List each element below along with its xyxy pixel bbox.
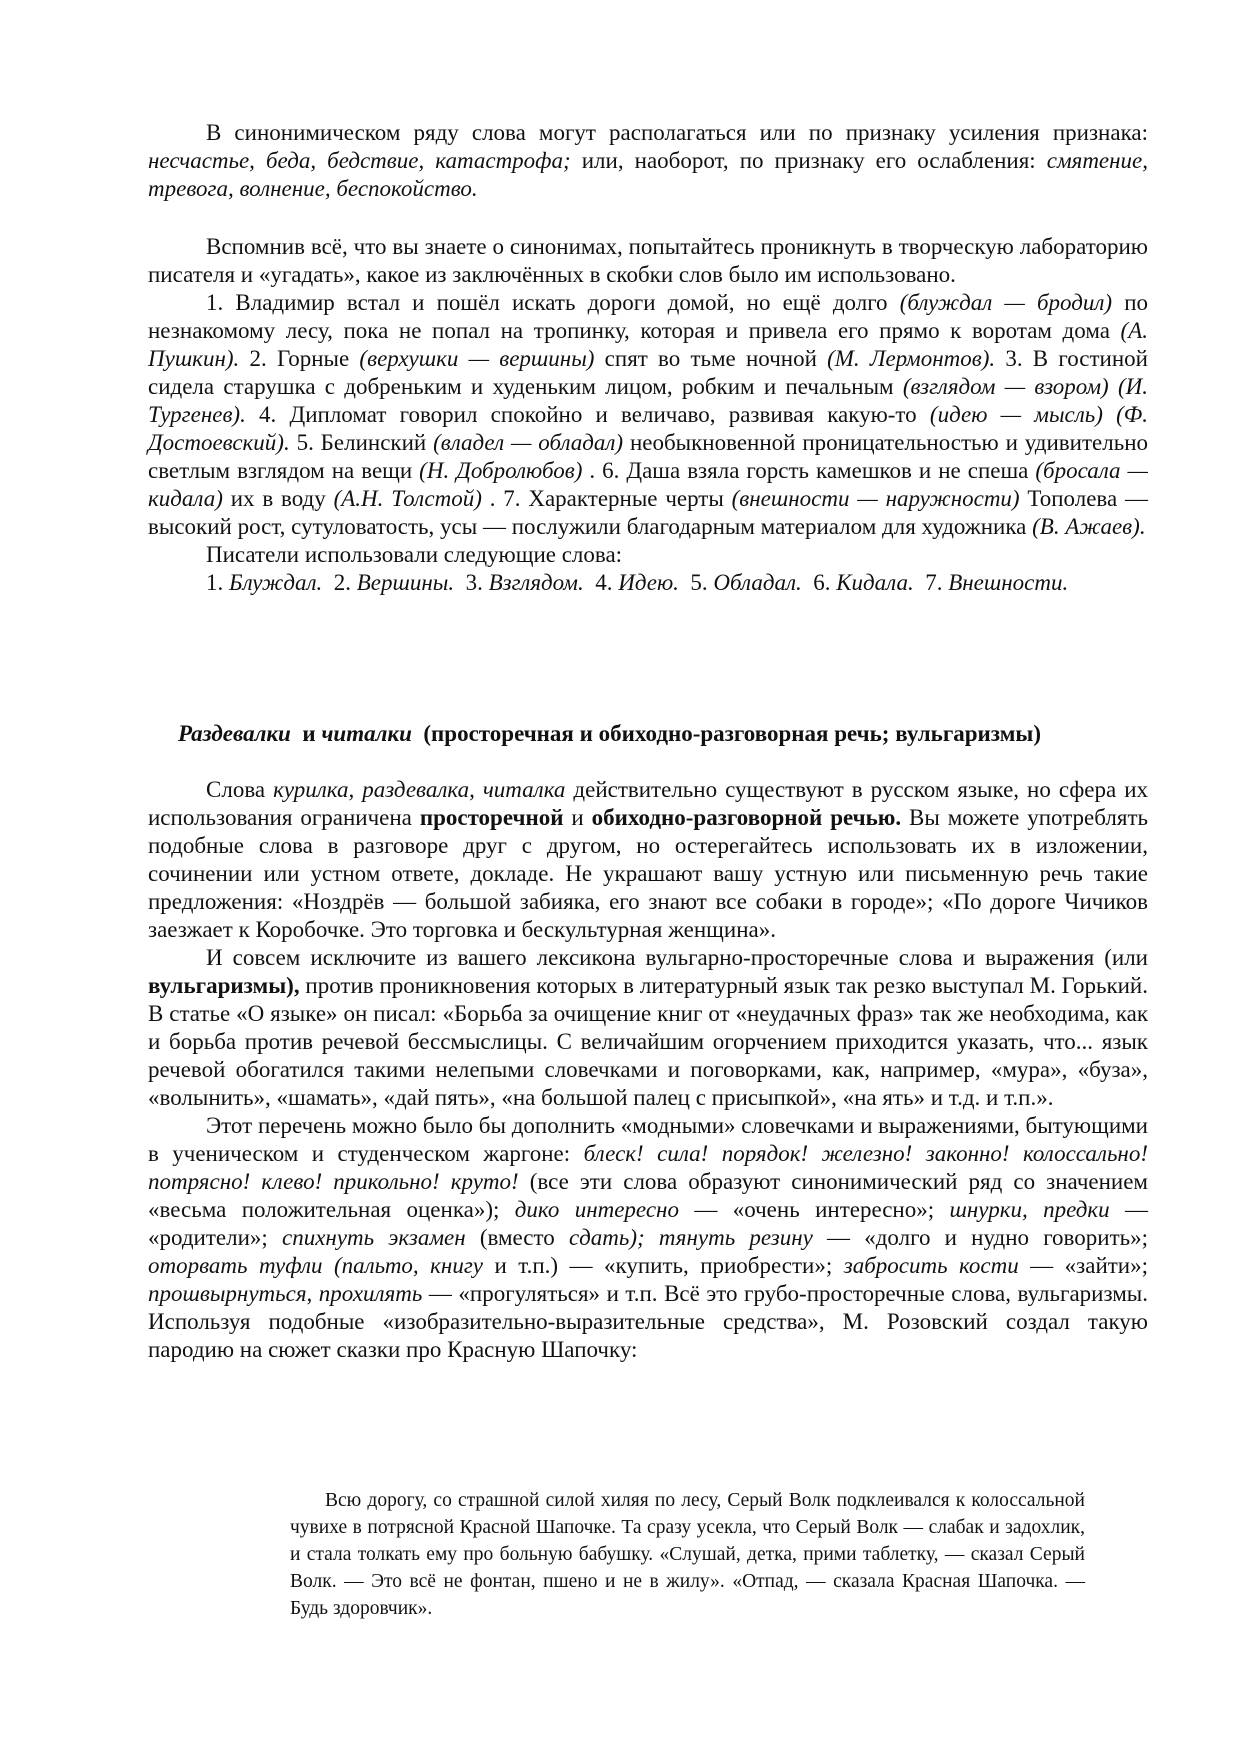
- text: 4. Дипломат говорил спокойно и величаво, развивая какую-то: [245, 402, 930, 427]
- answers-list: [148, 569, 1148, 597]
- text: — «родители»;: [148, 1197, 1149, 1250]
- author: (Н. Добролюбов): [419, 458, 583, 483]
- italic-example: курилка, раздевалка, читалка: [273, 777, 566, 802]
- text: — «прогуляться» и т.п. Всё это грубо-просторечные слова, вульгаризмы. Используя подобные «изобразительно-выразительные средства», М. Розовский создал такую пародию на сюжет сказки про Красную Шапочку:: [148, 1281, 1148, 1362]
- text: или, наоборот, по признаку его ослабления:: [570, 148, 1047, 173]
- text: 1. Владимир встал и пошёл искать дороги домой, но ещё долго: [206, 290, 900, 315]
- italic-example: шнурки, предки: [949, 1197, 1110, 1222]
- text: Вы можете употреблять подобные слова в разговоре друг с другом, но остерегайтесь использовать их в изложении, сочинении или устном ответе, докладе. Не украшают вашу устную или письменную речь такие предложения: «Ноздрёв — большой забияка, его знают все собаки в городе»; «По дороге Чичиков заезжает к Коробочке. Это торговка и бескультурная женщина».: [148, 805, 1148, 942]
- italic-example: тянуть резину: [658, 1225, 813, 1250]
- text: [645, 1225, 659, 1250]
- author: (М. Лермонтов).: [827, 346, 996, 371]
- answer-num: 7.: [913, 570, 949, 595]
- paragraph-vulgarisms: [148, 944, 1148, 1112]
- italic-example: забросить кости: [843, 1253, 1019, 1278]
- text: против проникновения которых в литературный язык так резко выступал М. Горький. В статье «О языке» он писал: «Борьба за очищение книг от «неудачных фраз» так же необходима, как и борьба против речевой бессмыслицы. С величайшим огорчением приходится указать, что... язык речевой обогатился такими нелепыми словечками и поговорками, как, например, «мура», «буза», «волынить», «шамать», «дай пять», «на большой палец с присыпкой», «на ять» и т.д. и т.п.».: [148, 973, 1148, 1110]
- choice: (блуждал — бродил): [899, 290, 1113, 315]
- italic-example: блеск! сила! порядок! железно! законно! колоссально! потрясно! клево! прикольно! круто!: [148, 1141, 1148, 1194]
- answer-word: Вершины.: [356, 570, 455, 595]
- answer-word: Идею.: [618, 570, 679, 595]
- heading-italic: Раздевалки: [178, 721, 291, 746]
- bold-term: просторечной: [419, 805, 564, 830]
- text: и: [563, 805, 592, 830]
- choice: (идею — мысль): [929, 402, 1103, 427]
- text: спят во тьме ночной: [594, 346, 828, 371]
- italic-example: сдать);: [568, 1225, 645, 1250]
- choice: (владел — обладал): [433, 430, 624, 455]
- text: необыкновенной проницательностью и удивительно светлым взглядом на вещи: [148, 430, 1149, 483]
- answer-num: 5.: [678, 570, 714, 595]
- answer-word: Взглядом.: [488, 570, 584, 595]
- text: 3. В гостиной сидела старушка с добреньким и худеньким лицом, робким и печальным: [148, 346, 1148, 399]
- text: . 7. Характерные черты: [481, 486, 732, 511]
- text: — «очень интересно»;: [678, 1197, 950, 1222]
- section-body: [148, 776, 1148, 1364]
- text: . 6. Даша взяла горсть камешков и не спеша: [582, 458, 1036, 483]
- paragraph-synonym-order: [148, 119, 1148, 203]
- heading-text: и: [290, 721, 322, 746]
- text: и т.п.) — «купить, приобрести»;: [483, 1253, 844, 1278]
- text: [1103, 402, 1116, 427]
- answer-word: Кидала.: [836, 570, 914, 595]
- text: Тополева — высокий рост, сутуловатость, усы — послужили благодарным материалом для художника: [148, 486, 1149, 539]
- author: (И. Тургенев).: [148, 374, 1148, 427]
- text: 5. Белинский: [289, 430, 434, 455]
- text: Этот перечень можно было бы дополнить «модными» словечками и выражениями, бытующими в ученическом и студенческом жаргоне:: [148, 1113, 1148, 1166]
- text: — «зайти»;: [1018, 1253, 1149, 1278]
- quote-text: Всю дорогу, со страшной силой хиляя по лесу, Серый Волк подклеивался к колоссальной чувихе в потрясной Красной Шапочке. Та сразу усекла, что Серый Волк — слабак и задохлик, и стала толкать ему про больную бабушку. «Слушай, детка, прими таблетку, — сказал Серый Волк. — Это всё не фонтан, пшено и не в жилу». «Отпад, — сказала Красная Шапочка. — Будь здоровчик».: [290, 1490, 1085, 1619]
- answer-word: Внешности.: [948, 570, 1069, 595]
- section-heading: [178, 720, 1158, 748]
- answer-num: 1.: [206, 570, 229, 595]
- choice: (верхушки — вершины): [359, 346, 595, 371]
- author: (Ф. Достоевский).: [148, 402, 1149, 455]
- choice: (внешности — наружности): [731, 486, 1020, 511]
- parody-quote: [290, 1487, 1085, 1622]
- italic-example: оторвать туфли (пальто, книгу: [148, 1253, 484, 1278]
- bold-term: обиходно-разговорной речью.: [591, 805, 902, 830]
- bold-term: вульгаризмы),: [148, 973, 300, 998]
- exercise-section: [148, 233, 1148, 597]
- answer-num: 2.: [322, 570, 357, 595]
- answer-num: 3.: [454, 570, 489, 595]
- text: — «долго и нудно говорить»;: [812, 1225, 1149, 1250]
- text: их в воду: [222, 486, 334, 511]
- text: [1109, 374, 1118, 399]
- italic-example: дико интересно: [514, 1197, 679, 1222]
- exercise-sentences: [148, 289, 1148, 541]
- text: Слова: [206, 777, 274, 802]
- choice: (бросала — кидала): [148, 458, 1148, 511]
- author: (А.Н. Толстой): [333, 486, 482, 511]
- paragraph-colloquial: [148, 776, 1148, 944]
- italic-example: спихнуть экзамен: [281, 1225, 466, 1250]
- answer-word: Блуждал.: [229, 570, 323, 595]
- answer-num: 4.: [583, 570, 619, 595]
- text: по незнакомому лесу, пока не попал на тропинку, которая и привела его прямо к воротам дома: [148, 290, 1148, 343]
- author: (А. Пушкин).: [148, 318, 1148, 371]
- author: (В. Ажаев).: [1032, 514, 1146, 539]
- text: (все эти слова образуют синонимический ряд со значением «весьма положительная оценка»);: [148, 1169, 1148, 1222]
- heading-italic: читалки: [321, 721, 412, 746]
- heading-text: (просторечная и обиходно-разговорная речь; вульгаризмы): [411, 721, 1042, 746]
- italic-example: смятение, тревога, волнение, беспокойство.: [148, 148, 1148, 201]
- paragraph-slang: [148, 1112, 1148, 1364]
- italic-example: несчастье, беда, бедствие, катастрофа;: [148, 148, 571, 173]
- answer-word: Обладал.: [713, 570, 802, 595]
- answer-num: 6.: [801, 570, 837, 595]
- exercise-intro: Вспомнив всё, что вы знаете о синонимах, попытайтесь проникнуть в творческую лабораторию писателя и «угадать», какое из заключённых в скобки слов было им использовано.: [148, 234, 1148, 287]
- text: действительно существуют в русском языке, но сфера их использования ограничена: [148, 777, 1148, 830]
- text: И совсем исключите из вашего лексикона вульгарно-просторечные слова и выражения (или: [206, 945, 1148, 970]
- italic-example: прошвырнуться, прохилять: [148, 1281, 423, 1306]
- choice: (взглядом — взором): [902, 374, 1109, 399]
- text: (вместо: [465, 1225, 569, 1250]
- answers-intro: Писатели использовали следующие слова:: [206, 542, 623, 567]
- text: В синонимическом ряду слова могут располагаться или по признаку усиления признака:: [206, 120, 1148, 145]
- text: 2. Горные: [239, 346, 360, 371]
